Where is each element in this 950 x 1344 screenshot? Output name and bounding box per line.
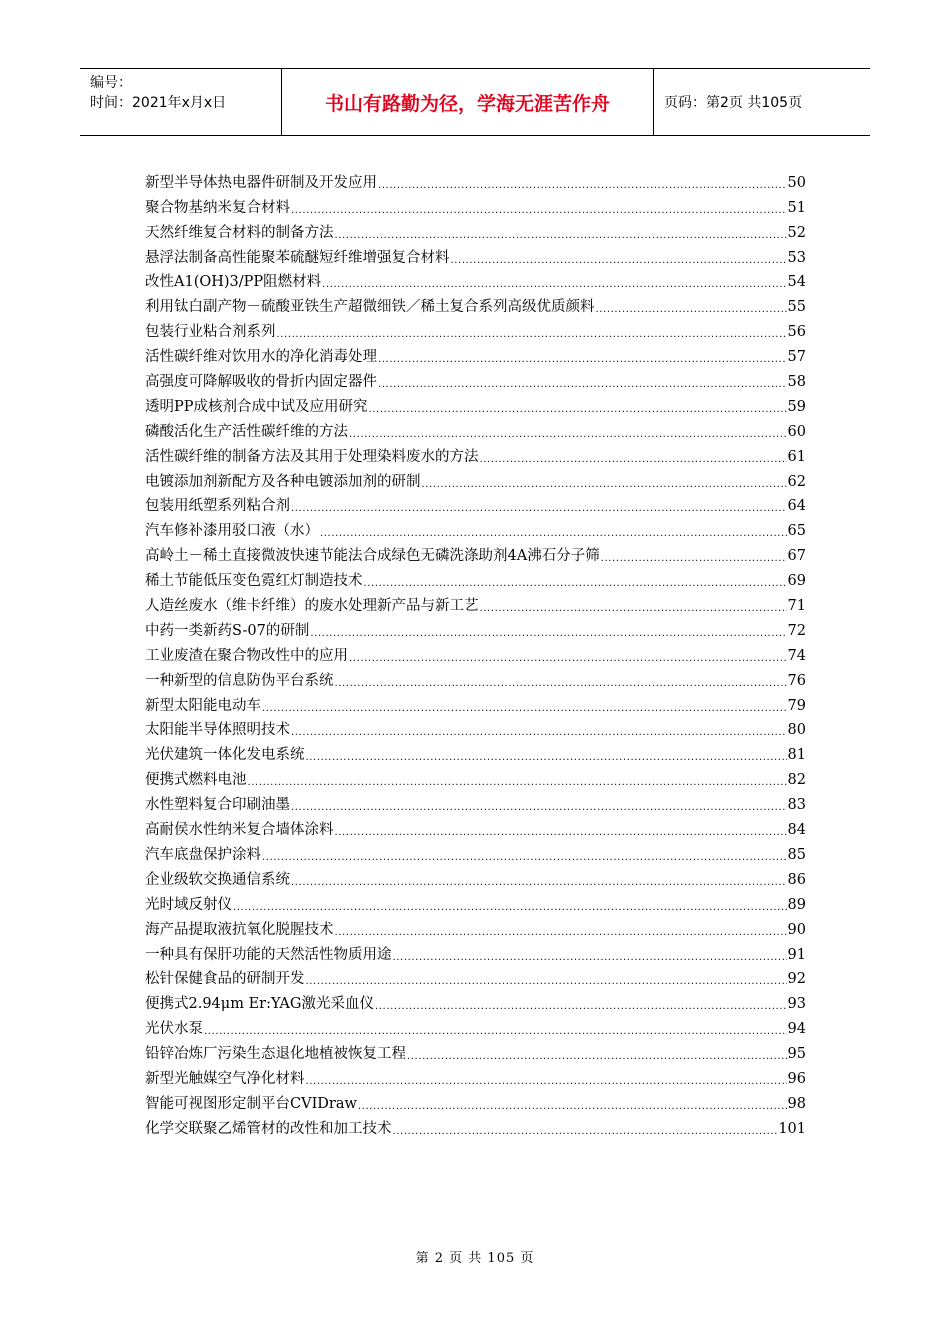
toc-entry-title: 磷酸活化生产活性碳纤维的方法 [145, 423, 348, 440]
toc-leader-dots [601, 552, 787, 566]
toc-entry-page: 61 [787, 448, 806, 465]
toc-leader-dots [291, 801, 787, 815]
toc-entry-page: 95 [787, 1046, 806, 1063]
toc-entry[interactable] [145, 417, 806, 442]
toc-entry[interactable] [145, 193, 806, 218]
toc-entry-page: 55 [787, 299, 806, 316]
toc-entry-title: 包装用纸塑系列粘合剂 [145, 498, 290, 515]
toc-entry-title: 水性塑料复合印刷油墨 [145, 797, 290, 814]
toc-entry-title: 松针保健食品的研制开发 [145, 971, 305, 988]
toc-leader-dots [291, 502, 787, 516]
toc-entry[interactable] [145, 691, 806, 716]
toc-entry-page: 64 [787, 498, 806, 515]
toc-entry-page: 76 [787, 672, 806, 689]
toc-entry-page: 86 [787, 871, 806, 888]
toc-entry-page: 84 [787, 822, 806, 839]
toc-entry-page: 57 [787, 349, 806, 366]
toc-entry-page: 98 [787, 1095, 806, 1112]
toc-entry-title: 光伏建筑一体化发电系统 [145, 747, 305, 764]
toc-entry-page: 53 [787, 249, 806, 266]
toc-entry-page: 54 [787, 274, 806, 291]
toc-entry-page: 91 [787, 946, 806, 963]
toc-entry-page: 101 [778, 1120, 806, 1137]
toc-leader-dots [369, 403, 787, 417]
toc-entry-page: 94 [787, 1021, 806, 1038]
toc-entry-page: 96 [787, 1070, 806, 1087]
toc-entry[interactable] [145, 467, 806, 492]
toc-entry-title: 新型半导体热电器件研制及开发应用 [145, 174, 377, 191]
toc-entry-page: 59 [787, 398, 806, 415]
toc-entry-title: 电镀添加剂新配方及各种电镀添加剂的研制 [145, 473, 421, 490]
toc-entry[interactable] [145, 566, 806, 591]
toc-leader-dots [480, 453, 787, 467]
toc-entry-page: 89 [787, 896, 806, 913]
toc-entry-title: 新型光触媒空气净化材料 [145, 1070, 305, 1087]
toc-entry[interactable] [145, 765, 806, 790]
toc-entry-title: 利用钛白副产物－硫酸亚铁生产超微细铁／稀土复合系列高级优质颜料 [145, 299, 595, 316]
toc-entry-page: 65 [787, 523, 806, 540]
toc-entry-title: 智能可视图形定制平台CVIDraw [145, 1095, 357, 1112]
toc-leader-dots [375, 1000, 787, 1014]
toc-leader-dots [233, 901, 787, 915]
toc-entry-page: 90 [787, 921, 806, 938]
toc-entry-title: 便携式2.94μm Er:YAG激光采血仪 [145, 996, 374, 1013]
toc-entry-title: 一种具有保肝功能的天然活性物质用途 [145, 946, 392, 963]
toc-entry-page: 82 [787, 772, 806, 789]
header-meta [80, 69, 282, 135]
toc-entry-page: 92 [787, 971, 806, 988]
toc-entry-page: 74 [787, 647, 806, 664]
page-header [80, 68, 870, 136]
toc-entry-title: 太阳能半导体照明技术 [145, 722, 290, 739]
toc-entry-page: 81 [787, 747, 806, 764]
toc-entry[interactable] [145, 740, 806, 765]
toc-entry-page: 79 [787, 697, 806, 714]
toc-entry-title: 中药一类新药S-07的研制 [145, 622, 310, 639]
toc-leader-dots [291, 726, 787, 740]
toc-leader-dots [306, 751, 787, 765]
toc-entry-page: 93 [787, 996, 806, 1013]
toc-entry-title: 光时域反射仪 [145, 896, 232, 913]
toc-entry-title: 便携式燃料电池 [145, 772, 247, 789]
toc-leader-dots [291, 876, 787, 890]
toc-entry-title: 悬浮法制备高性能聚苯硫醚短纤维增强复合材料 [145, 249, 450, 266]
toc-entry-page: 56 [787, 324, 806, 341]
toc-leader-dots [262, 851, 787, 865]
toc-entry[interactable] [145, 666, 806, 691]
toc-entry[interactable] [145, 516, 806, 541]
toc-entry-title: 高岭土－稀土直接微波快速节能法合成绿色无磷洗涤助剂4A沸石分子筛 [145, 548, 600, 565]
toc-entry-page: 85 [787, 846, 806, 863]
toc-entry-page: 60 [787, 423, 806, 440]
toc-entry-title: 汽车底盘保护涂料 [145, 846, 261, 863]
toc-entry[interactable] [145, 840, 806, 865]
toc-leader-dots [349, 652, 787, 666]
toc-leader-dots [596, 303, 787, 317]
toc-entry-page: 67 [787, 548, 806, 565]
toc-entry[interactable] [145, 243, 806, 268]
toc-entry-page: 71 [787, 598, 806, 615]
toc-leader-dots [310, 627, 786, 641]
toc-entry-title: 包装行业粘合剂系列 [145, 324, 276, 341]
toc-entry-page: 69 [787, 573, 806, 590]
toc-entry-title: 稀土节能低压变色霓红灯制造技术 [145, 573, 363, 590]
header-motto: 书山有路勤为径，学海无涯苦作舟 [282, 69, 654, 135]
toc-entry[interactable] [145, 790, 806, 815]
toc-entry[interactable] [145, 890, 806, 915]
toc-entry[interactable] [145, 1064, 806, 1089]
toc-entry-page: 62 [787, 473, 806, 490]
toc-entry[interactable] [145, 965, 806, 990]
toc-entry[interactable] [145, 815, 806, 840]
toc-entry-title: 企业级软交换通信系统 [145, 871, 290, 888]
toc-entry[interactable] [145, 865, 806, 890]
toc-leader-dots [262, 702, 787, 716]
toc-entry-title: 海产品提取液抗氧化脱腥技术 [145, 921, 334, 938]
toc-entry-title: 汽车修补漆用驳口液（水） [145, 523, 319, 540]
toc-leader-dots [349, 428, 787, 442]
toc-entry[interactable] [145, 915, 806, 940]
toc-entry[interactable] [145, 1089, 806, 1114]
toc-leader-dots [358, 1100, 787, 1114]
toc-entry-page: 83 [787, 797, 806, 814]
toc-leader-dots [248, 776, 787, 790]
toc-entry[interactable] [145, 392, 806, 417]
header-page-info: 页码：第2页 共105页 [664, 95, 803, 111]
toc-entry-title: 化学交联聚乙烯管材的改性和加工技术 [145, 1120, 392, 1137]
toc-leader-dots [480, 602, 787, 616]
toc-entry[interactable] [145, 492, 806, 517]
toc-entry-page: 80 [787, 722, 806, 739]
time-label: 时间：2021年x月x日 [90, 95, 227, 111]
toc-leader-dots [378, 179, 787, 193]
toc-entry[interactable] [145, 292, 806, 317]
toc-leader-dots [378, 378, 787, 392]
toc-entry[interactable] [145, 342, 806, 367]
toc-entry-title: 改性A1(OH)3/PP阻燃材料 [145, 274, 322, 291]
toc-leader-dots [335, 926, 787, 940]
toc-entry-title: 活性碳纤维对饮用水的净化消毒处理 [145, 349, 377, 366]
toc-leader-dots [422, 478, 787, 492]
toc-entry[interactable] [145, 591, 806, 616]
toc-entry-title: 铅锌冶炼厂污染生态退化地植被恢复工程 [145, 1046, 406, 1063]
toc-leader-dots [204, 1025, 787, 1039]
toc-entry[interactable] [145, 989, 806, 1014]
toc-entry[interactable] [145, 367, 806, 392]
toc-leader-dots [335, 677, 787, 691]
page-footer: 第 2 页 共 105 页 [415, 1251, 535, 1266]
toc-entry-title: 人造丝废水（维卡纤维）的废水处理新产品与新工艺 [145, 598, 479, 615]
toc-entry-title: 一种新型的信息防伪平台系统 [145, 672, 334, 689]
toc-leader-dots [407, 1050, 787, 1064]
toc-entry[interactable] [145, 218, 806, 243]
toc-entry-page: 50 [787, 174, 806, 191]
toc-entry[interactable] [145, 1114, 806, 1139]
toc-entry[interactable] [145, 541, 806, 566]
toc-leader-dots [322, 278, 786, 292]
toc-entry[interactable] [145, 641, 806, 666]
toc-entry[interactable] [145, 1014, 806, 1039]
toc-leader-dots [364, 577, 787, 591]
toc-entry[interactable] [145, 716, 806, 741]
toc-entry[interactable] [145, 442, 806, 467]
toc-leader-dots [335, 229, 787, 243]
toc-entry-title: 高耐侯水性纳米复合墙体涂料 [145, 822, 334, 839]
toc-entry[interactable] [145, 1039, 806, 1064]
toc-entry-page: 72 [787, 622, 806, 639]
toc-entry[interactable] [145, 940, 806, 965]
toc-leader-dots [320, 527, 787, 541]
toc-entry-title: 聚合物基纳米复合材料 [145, 199, 290, 216]
number-label: 编号： [90, 75, 132, 91]
toc-leader-dots [393, 1125, 778, 1139]
toc-entry-page: 58 [787, 374, 806, 391]
toc-entry-title: 工业废渣在聚合物改性中的应用 [145, 647, 348, 664]
toc-leader-dots [306, 1075, 787, 1089]
toc-entry-page: 52 [787, 224, 806, 241]
toc-entry-title: 新型太阳能电动车 [145, 697, 261, 714]
toc-entry-title: 光伏水泵 [145, 1021, 203, 1038]
toc-leader-dots [306, 975, 787, 989]
table-of-contents [145, 168, 806, 1139]
toc-leader-dots [378, 353, 787, 367]
toc-entry-page: 51 [787, 199, 806, 216]
toc-leader-dots [335, 826, 787, 840]
toc-entry-title: 高强度可降解吸收的骨折内固定器件 [145, 374, 377, 391]
toc-leader-dots [277, 328, 787, 342]
toc-entry[interactable] [145, 268, 806, 293]
toc-leader-dots [451, 254, 787, 268]
toc-entry[interactable] [145, 616, 806, 641]
toc-entry[interactable] [145, 168, 806, 193]
toc-leader-dots [291, 204, 787, 218]
toc-leader-dots [393, 951, 787, 965]
toc-entry-title: 透明PP成核剂合成中试及应用研究 [145, 398, 368, 415]
toc-entry-title: 活性碳纤维的制备方法及其用于处理染料废水的方法 [145, 448, 479, 465]
toc-entry-title: 天然纤维复合材料的制备方法 [145, 224, 334, 241]
toc-entry[interactable] [145, 317, 806, 342]
